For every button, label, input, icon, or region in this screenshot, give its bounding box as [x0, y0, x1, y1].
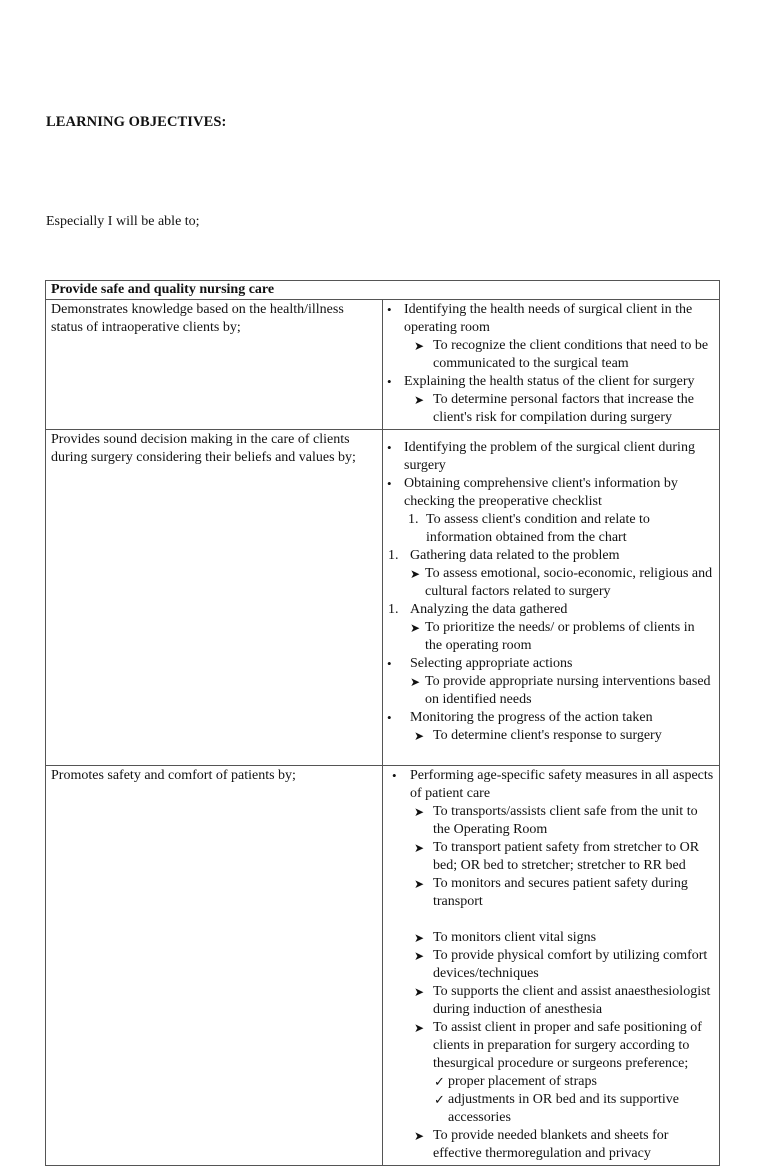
- objective-label: Demonstrates knowledge based on the health/illness status of intraoperative clients by;: [46, 300, 383, 430]
- bullet-icon: •: [392, 768, 397, 783]
- bullet-icon: •: [387, 440, 392, 455]
- list-item: • Explaining the health status of the client for surgery: [387, 374, 695, 389]
- list-item: • Performing age-specific safety measures in all aspects of patient care: [392, 768, 714, 801]
- arrow-bullet-icon: ➤: [414, 841, 425, 855]
- list-item: • Identifying the health needs of surgical client in the operating room: [387, 302, 693, 335]
- list-item: ✓ proper placement of straps: [434, 1074, 597, 1089]
- table-header-row: [46, 281, 720, 300]
- objective-label: Promotes safety and comfort of patients by;: [46, 766, 383, 1166]
- objectives-table: [45, 280, 720, 1166]
- arrow-bullet-icon: ➤: [414, 877, 425, 891]
- arrow-bullet-icon: ➤: [414, 1129, 425, 1143]
- table-row: [46, 766, 720, 1166]
- arrow-bullet-icon: ➤: [414, 985, 425, 999]
- bullet-icon: •: [387, 476, 392, 491]
- list-item: 1. To assess client's condition and relate to information obtained from the chart: [408, 512, 650, 545]
- list-item: ➤ To prioritize the needs/ or problems of clients in the operating room: [410, 620, 695, 653]
- objective-details: [383, 766, 720, 1166]
- list-item: ➤ To recognize the client conditions that need to be communicated to the surgical team: [414, 338, 709, 371]
- list-item: ➤ To assist client in proper and safe positioning of clients in preparation for surgery according to thesurgical procedure or surgeons preference;: [414, 1020, 702, 1071]
- list-item: ➤ To supports the client and assist anaesthesiologist during induction of anesthesia: [414, 984, 711, 1017]
- list-item: 1. Gathering data related to the problem: [388, 548, 620, 563]
- arrow-bullet-icon: ➤: [414, 949, 425, 963]
- list-item: • Identifying the problem of the surgical client during surgery: [387, 440, 695, 473]
- list-item: • Monitoring the progress of the action taken: [387, 710, 653, 725]
- bullet-icon: •: [387, 302, 392, 317]
- table-title: Provide safe and quality nursing care: [46, 281, 720, 300]
- list-item: ✓ adjustments in OR bed and its supportive accessories: [434, 1092, 679, 1125]
- arrow-bullet-icon: ➤: [414, 339, 425, 353]
- objective-label: Provides sound decision making in the care of clients during surgery considering their beliefs and values by;: [46, 430, 383, 766]
- list-number: 1.: [388, 602, 399, 617]
- list-item: ➤ To provide needed blankets and sheets for effective thermoregulation and privacy: [414, 1128, 669, 1161]
- arrow-bullet-icon: ➤: [414, 931, 425, 945]
- list-item: ➤ To determine personal factors that increase the client's risk for compilation during surgery: [414, 392, 695, 425]
- bullet-icon: •: [387, 656, 392, 671]
- bullet-icon: •: [387, 710, 392, 725]
- arrow-bullet-icon: ➤: [410, 621, 421, 635]
- list-item: ➤ To assess emotional, socio-economic, religious and cultural factors related to surgery: [410, 566, 713, 599]
- table-row: [46, 430, 720, 766]
- intro-text: Especially I will be able to;: [46, 214, 200, 229]
- list-item: ➤ To monitors and secures patient safety during transport: [414, 876, 688, 909]
- page-heading: LEARNING OBJECTIVES:: [46, 114, 227, 130]
- list-item: • Selecting appropriate actions: [387, 656, 573, 671]
- arrow-bullet-icon: ➤: [414, 1021, 425, 1035]
- list-item: ➤ To monitors client vital signs: [414, 930, 597, 945]
- arrow-bullet-icon: ➤: [414, 393, 425, 407]
- checkmark-icon: ✓: [434, 1092, 445, 1107]
- list-number: 1.: [408, 512, 419, 527]
- arrow-bullet-icon: ➤: [410, 567, 421, 581]
- list-item: ➤ To provide physical comfort by utilizing comfort devices/techniques: [414, 948, 708, 981]
- list-number: 1.: [388, 548, 399, 563]
- arrow-bullet-icon: ➤: [414, 729, 425, 743]
- bullet-icon: •: [387, 374, 392, 389]
- list-item: 1. Analyzing the data gathered: [388, 602, 568, 617]
- list-item: ➤ To transports/assists client safe from the unit to the Operating Room: [414, 804, 698, 837]
- arrow-bullet-icon: ➤: [410, 675, 421, 689]
- list-item: ➤ To transport patient safety from stretcher to OR bed; OR bed to stretcher; stretcher to RR bed: [414, 840, 700, 873]
- checkmark-icon: ✓: [434, 1074, 445, 1089]
- list-item: ➤ To provide appropriate nursing interventions based on identified needs: [410, 674, 711, 707]
- table-row: [46, 300, 720, 430]
- objective-details: [383, 300, 720, 430]
- list-item: ➤ To determine client's response to surgery: [414, 728, 662, 743]
- list-item: • Obtaining comprehensive client's information by checking the preoperative checklist: [387, 476, 678, 509]
- arrow-bullet-icon: ➤: [414, 805, 425, 819]
- objective-details: [383, 430, 720, 766]
